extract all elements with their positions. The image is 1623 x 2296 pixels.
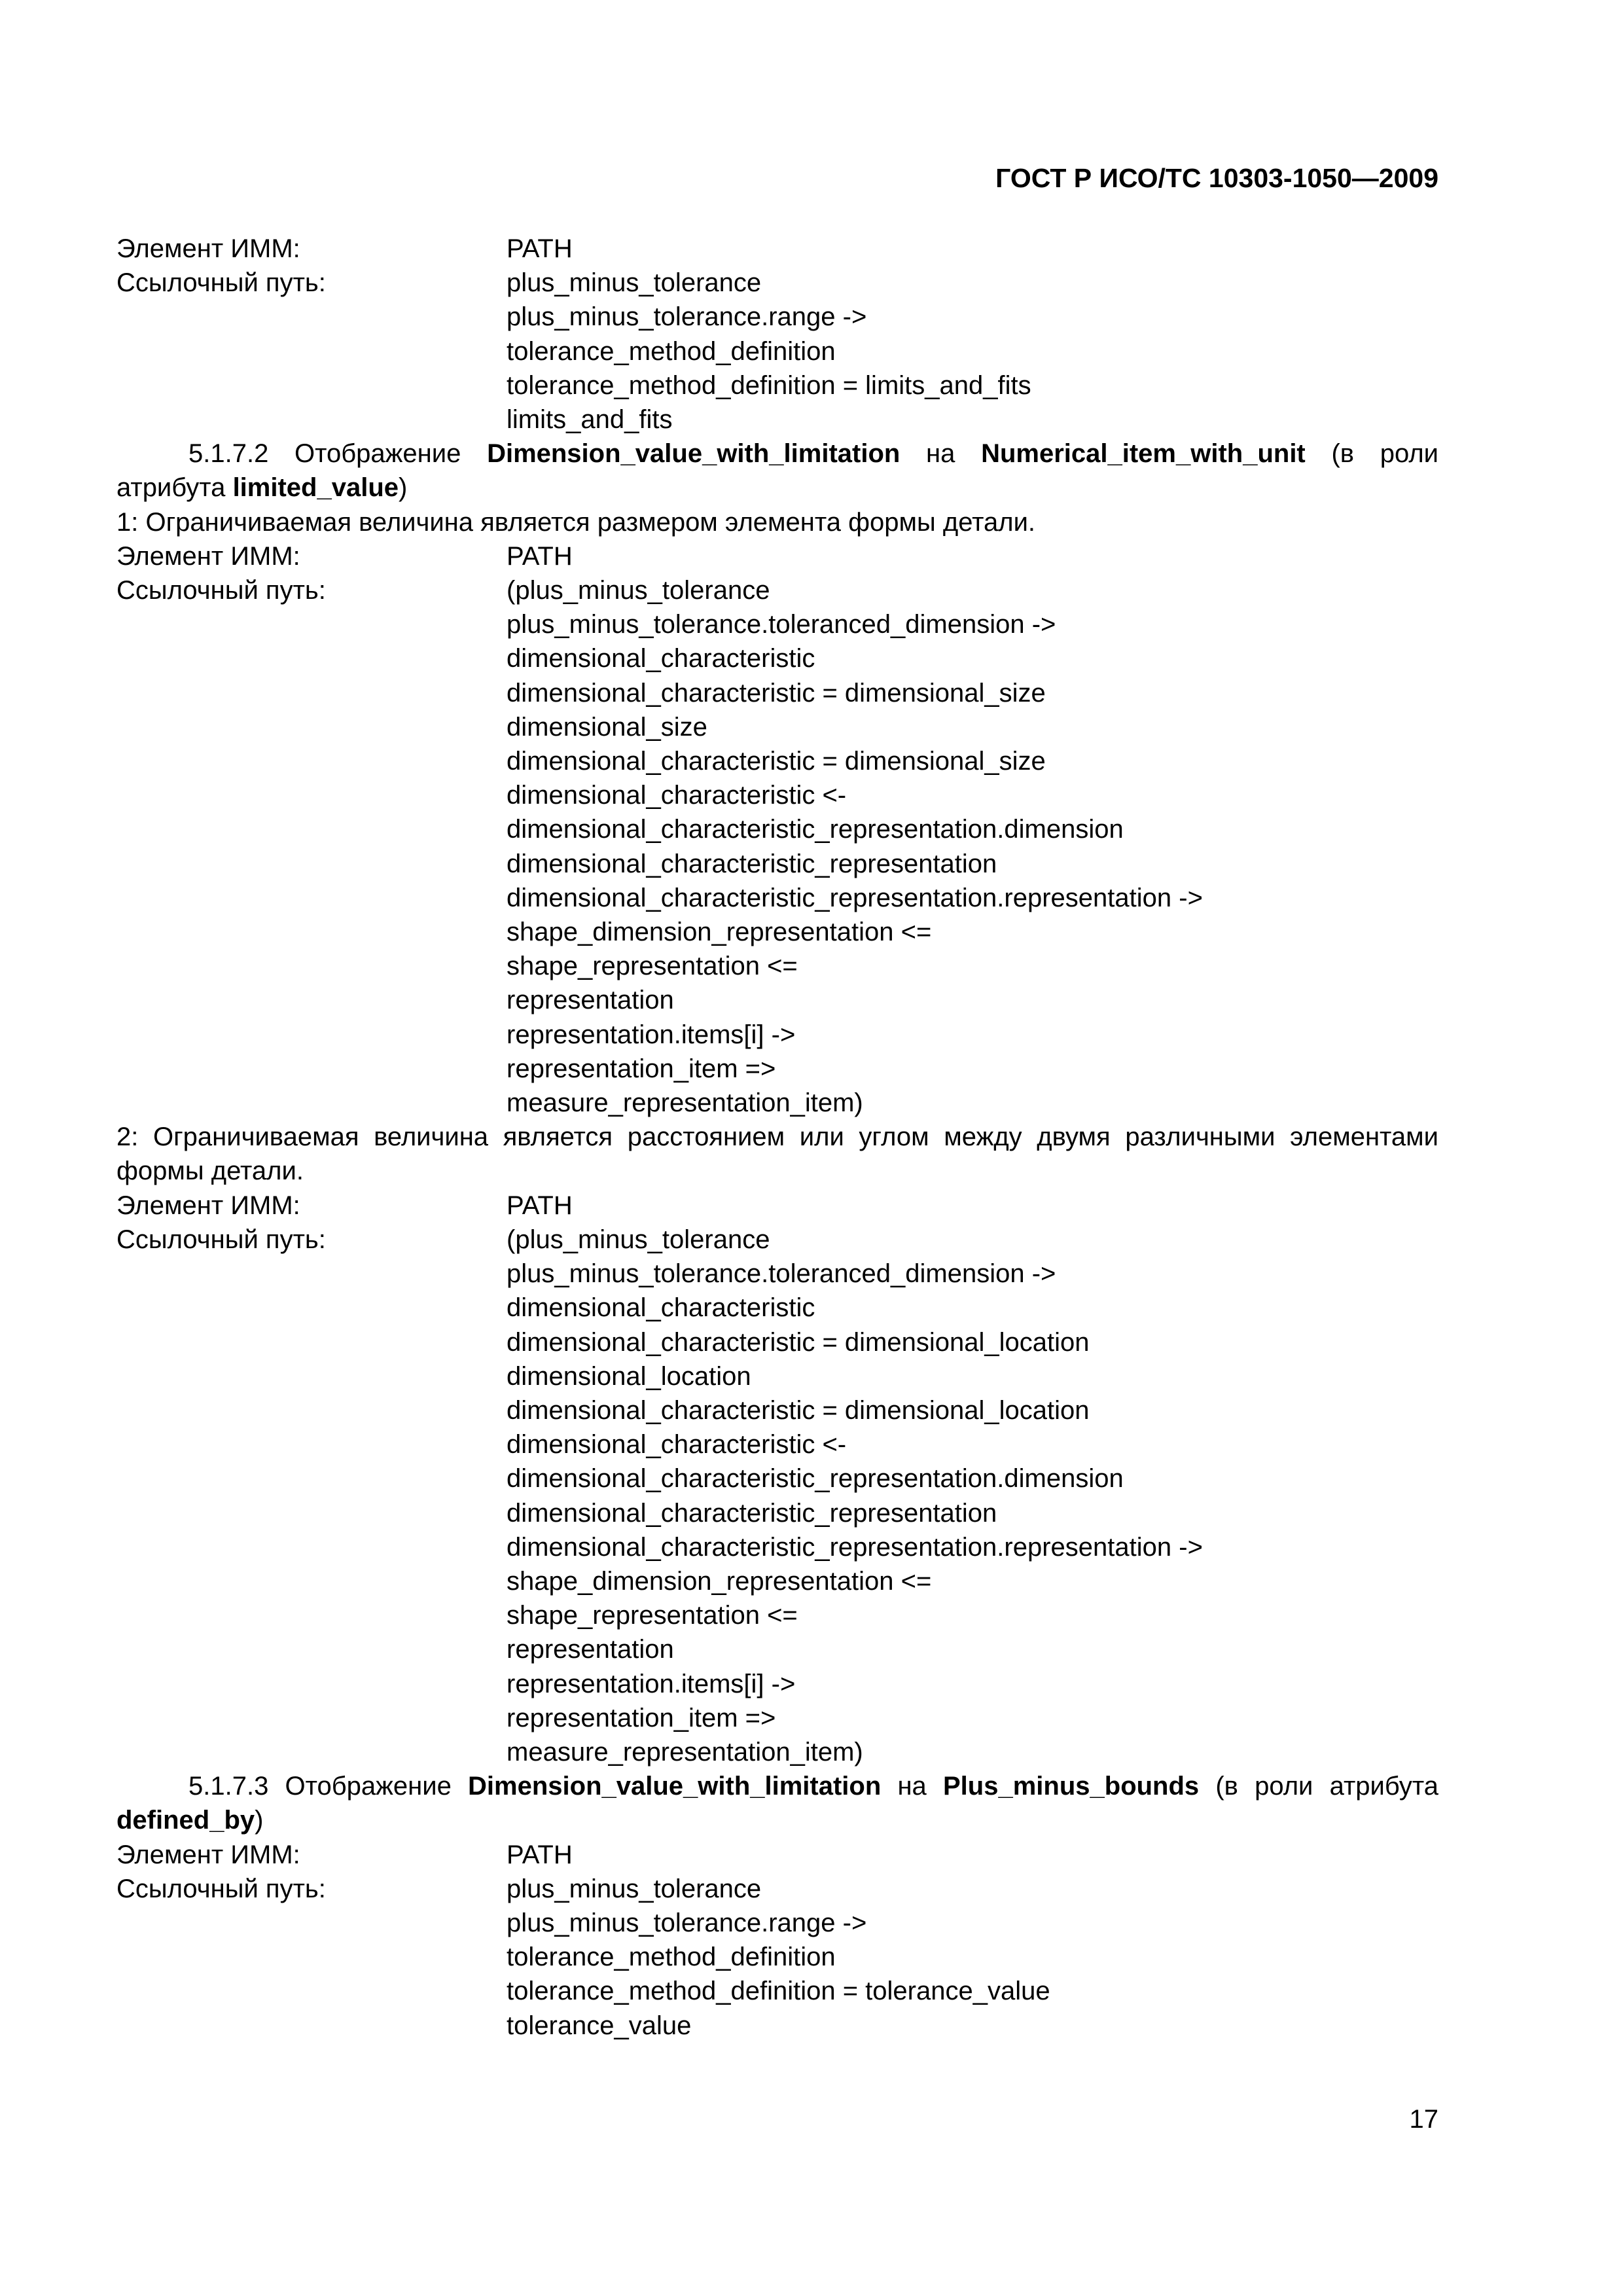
- path-line: dimensional_characteristic = dimensional_location: [507, 1327, 1090, 1357]
- source-entity: Dimension_value_with_limitation: [487, 439, 901, 469]
- path-line: representation.items[i] ->: [507, 1669, 796, 1698]
- path-line: dimensional_characteristic_representation.dimension: [507, 1464, 1124, 1494]
- close-paren: ): [399, 473, 408, 503]
- mapping-block-dimensional-size: [116, 539, 1438, 1120]
- target-entity: Numerical_item_with_unit: [981, 439, 1306, 469]
- section-number: 5.1.7.3: [188, 1772, 269, 1801]
- path-line: dimensional_characteristic_representation.representation ->: [507, 1532, 1203, 1562]
- path-line: plus_minus_tolerance.range ->: [507, 302, 867, 332]
- path-line: shape_representation <=: [507, 1601, 798, 1630]
- page-number: 17: [1409, 2105, 1438, 2134]
- path-line: dimensional_characteristic_representation.dimension: [507, 815, 1124, 844]
- path-line: (plus_minus_tolerance: [507, 576, 770, 605]
- path-line: measure_representation_item): [507, 1737, 863, 1767]
- target-entity: Plus_minus_bounds: [943, 1772, 1200, 1801]
- reference-path-label: Ссылочный путь:: [116, 1874, 326, 1903]
- path-line: tolerance_method_definition: [507, 1943, 836, 1972]
- mapping-block-limits-and-fits: [116, 232, 1438, 437]
- document-header: ГОСТ Р ИСО/ТС 10303-1050—2009: [995, 163, 1438, 193]
- path-line: representation: [507, 986, 674, 1015]
- section-word: Отображение: [285, 1772, 452, 1801]
- reference-path-row: [116, 1872, 1438, 2043]
- path-line: dimensional_characteristic <-: [507, 1430, 847, 1460]
- aim-element-label: Элемент ИММ:: [116, 541, 300, 571]
- on-word: на: [897, 1772, 927, 1801]
- aim-element-value: PATH: [507, 541, 573, 571]
- path-line: plus_minus_tolerance: [507, 1874, 762, 1903]
- path-line: tolerance_value: [507, 2011, 692, 2040]
- path-line: dimensional_characteristic: [507, 1293, 815, 1323]
- path-line: measure_representation_item): [507, 1088, 863, 1118]
- reference-path-row: [116, 1223, 1438, 1769]
- aim-element-value: PATH: [507, 234, 573, 263]
- role-prefix: (в роли атрибута: [1215, 1772, 1438, 1801]
- case-1-description: 1: Ограничиваемая величина является размером элемента формы детали.: [116, 507, 1036, 537]
- aim-element-value: PATH: [507, 1840, 573, 1869]
- reference-path-label: Ссылочный путь:: [116, 1225, 326, 1254]
- path-line: dimensional_characteristic <-: [507, 781, 847, 810]
- path-line: dimensional_characteristic_representation.representation ->: [507, 883, 1203, 912]
- path-line: representation.items[i] ->: [507, 1020, 796, 1049]
- path-line: dimensional_characteristic = dimensional_size: [507, 678, 1046, 708]
- path-line: representation_item =>: [507, 1054, 776, 1083]
- aim-element-row: [116, 1189, 1438, 1223]
- close-paren: ): [255, 1806, 264, 1835]
- path-line: dimensional_location: [507, 1361, 751, 1391]
- attribute-name: defined_by: [116, 1806, 255, 1835]
- source-entity: Dimension_value_with_limitation: [468, 1772, 882, 1801]
- aim-element-row: [116, 232, 1438, 266]
- mapping-block-tolerance-value: [116, 1838, 1438, 2043]
- path-line: plus_minus_tolerance: [507, 268, 762, 298]
- path-line: shape_representation <=: [507, 952, 798, 981]
- attribute-name: limited_value: [232, 473, 399, 503]
- path-line: plus_minus_tolerance.toleranced_dimension ->: [507, 610, 1056, 639]
- aim-element-value: PATH: [507, 1191, 573, 1220]
- aim-element-row: [116, 539, 1438, 573]
- path-line: limits_and_fits: [507, 405, 673, 435]
- section-heading-5-1-7-3: [116, 1769, 1438, 1837]
- path-line: representation: [507, 1635, 674, 1664]
- reference-path-label: Ссылочный путь:: [116, 576, 326, 605]
- path-line: dimensional_characteristic = dimensional_size: [507, 747, 1046, 776]
- path-line: tolerance_method_definition = tolerance_value: [507, 1977, 1050, 2006]
- reference-path-lines: [507, 1872, 1438, 2043]
- role-prefix: (в роли атрибута: [116, 439, 1439, 503]
- path-line: plus_minus_tolerance.toleranced_dimension ->: [507, 1259, 1056, 1289]
- path-line: dimensional_size: [507, 712, 707, 742]
- case-2-description: 2: Ограничиваемая величина является расстоянием или углом между двумя различными элементами формы детали.: [116, 1122, 1438, 1186]
- reference-path-row: [116, 266, 1438, 437]
- reference-path-lines: [507, 266, 1438, 437]
- aim-element-label: Элемент ИММ:: [116, 234, 300, 263]
- aim-element-row: [116, 1838, 1438, 1872]
- aim-element-label: Элемент ИММ:: [116, 1840, 300, 1869]
- section-word: Отображение: [294, 439, 461, 469]
- path-line: dimensional_characteristic = dimensional_location: [507, 1395, 1090, 1425]
- reference-path-lines: [507, 1223, 1438, 1769]
- aim-element-label: Элемент ИММ:: [116, 1191, 300, 1220]
- section-number: 5.1.7.2: [188, 439, 269, 469]
- path-line: dimensional_characteristic_representation: [507, 1498, 997, 1528]
- document-body: [116, 232, 1438, 2043]
- path-line: tolerance_method_definition: [507, 336, 836, 366]
- reference-path-label: Ссылочный путь:: [116, 268, 326, 298]
- path-line: representation_item =>: [507, 1703, 776, 1732]
- path-line: dimensional_characteristic: [507, 644, 815, 673]
- path-line: tolerance_method_definition = limits_and_fits: [507, 370, 1031, 400]
- mapping-block-dimensional-location: [116, 1189, 1438, 1769]
- path-line: shape_dimension_representation <=: [507, 918, 932, 947]
- path-line: shape_dimension_representation <=: [507, 1566, 932, 1596]
- reference-path-row: [116, 573, 1438, 1120]
- path-line: plus_minus_tolerance.range ->: [507, 1908, 867, 1937]
- path-line: dimensional_characteristic_representation: [507, 849, 997, 878]
- reference-path-lines: [507, 573, 1438, 1120]
- on-word: на: [926, 439, 955, 469]
- path-line: (plus_minus_tolerance: [507, 1225, 770, 1254]
- section-heading-5-1-7-2: [116, 437, 1438, 505]
